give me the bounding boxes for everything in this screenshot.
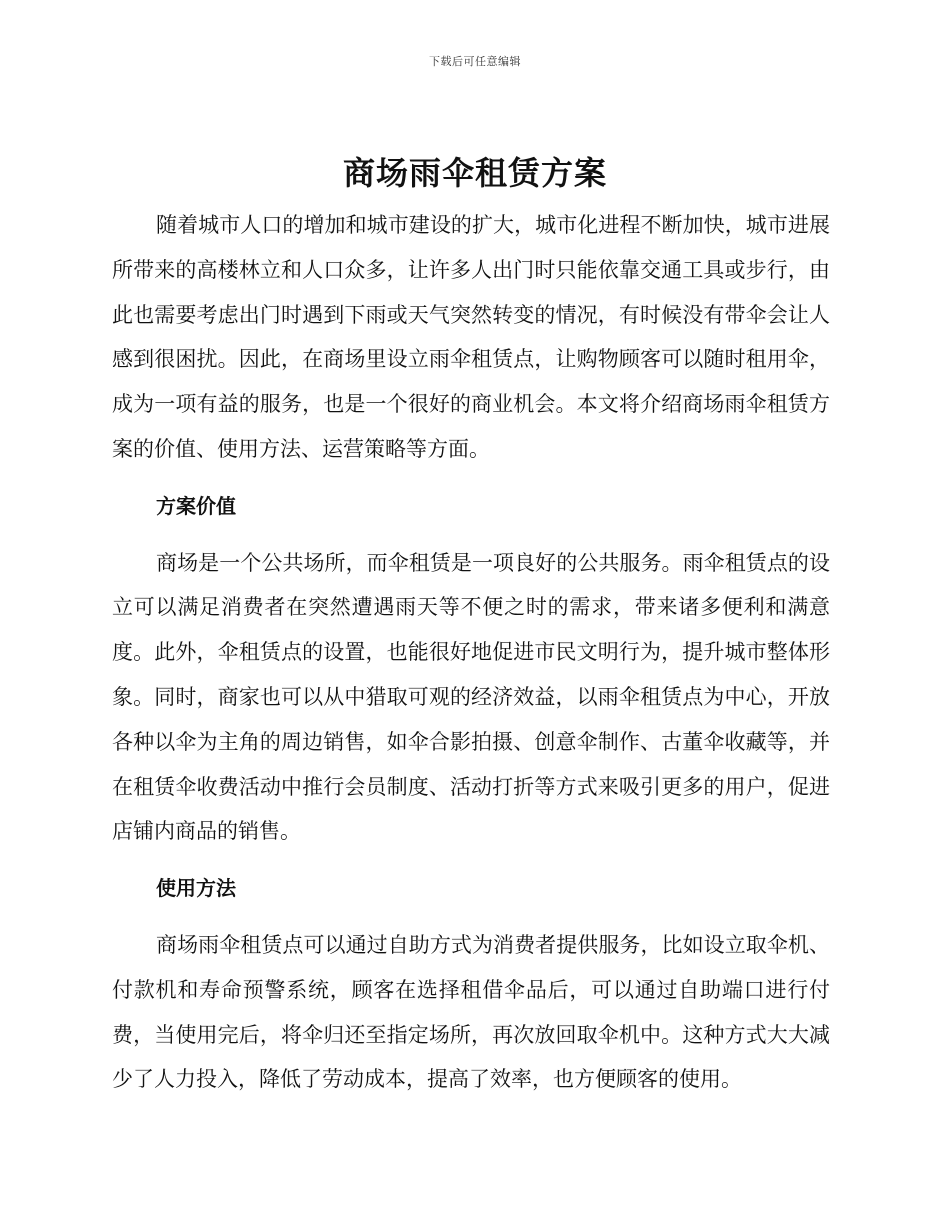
document-body — [112, 203, 830, 1102]
page-header-note: 下载后可任意编辑 — [429, 55, 521, 68]
intro-paragraph: 随着城市人口的增加和城市建设的扩大，城市化进程不断加快，城市进展所带来的高楼林立和人口众多，让许多人出门时只能依靠交通工具或步行，由此也需要考虑出门时遇到下雨或天气突然转变的情况，有时候没有带伞会让人感到很困扰。因此，在商场里设立雨伞租赁点，让购物顾客可以随时租用伞，成为一项有益的服务，也是一个很好的商业机会。本文将介绍商场雨伞租赁方案的价值、使用方法、运营策略等方面。 — [112, 213, 830, 461]
section-heading-usage: 使用方法 — [156, 876, 236, 901]
section-body-value: 商场是一个公共场所，而伞租赁是一项良好的公共服务。雨伞租赁点的设立可以满足消费者在突然遭遇雨天等不便之时的需求，带来诸多便利和满意度。此外，伞租赁点的设置，也能很好地促进市民文明行为，提升城市整体形象。同时，商家也可以从中猎取可观的经济效益，以雨伞租赁点为中心，开放各种以伞为主角的周边销售，如伞合影拍摄、创意伞制作、古董伞收藏等，并在租赁伞收费活动中推行会员制度、活动打折等方式来吸引更多的用户，促进店铺内商品的销售。 — [112, 550, 830, 844]
section-heading-value: 方案价值 — [156, 493, 236, 518]
document-title: 商场雨伞租赁方案 — [342, 154, 607, 192]
section-body-usage: 商场雨伞租赁点可以通过自助方式为消费者提供服务，比如设立取伞机、付款机和寿命预警系统，顾客在选择租借伞品后，可以通过自助端口进行付费，当使用完后，将伞归还至指定场所，再次放回取伞机中。这种方式大大减少了人力投入，降低了劳动成本，提高了效率，也方便顾客的使用。 — [112, 932, 830, 1092]
